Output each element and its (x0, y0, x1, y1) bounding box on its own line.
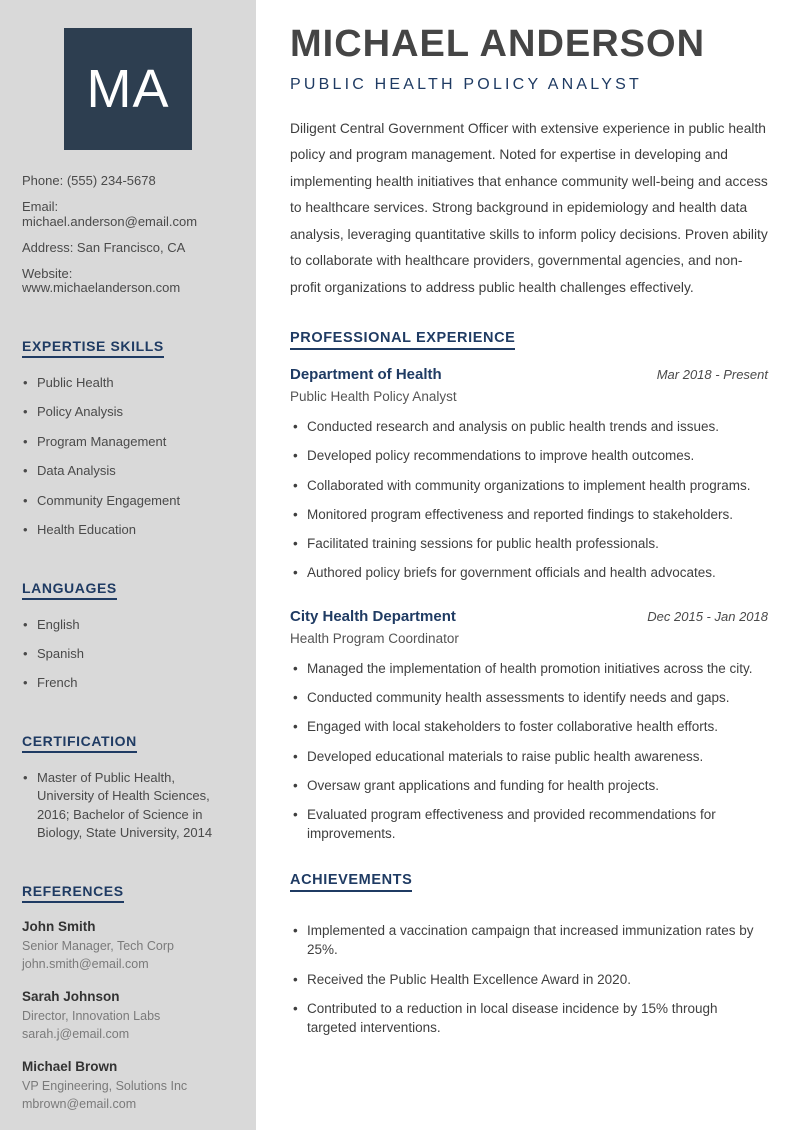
contact-website: Website: www.michaelanderson.com (22, 266, 181, 296)
language-item: • Spanish (22, 645, 234, 663)
job-role: Public Health Policy Analyst (290, 389, 457, 405)
reference-role: Director, Innovation Labs (22, 1008, 161, 1023)
job-bullet: • Authored policy briefs for government officials and health advocates. (290, 563, 768, 582)
skills-list (22, 374, 234, 540)
candidate-title: PUBLIC HEALTH POLICY ANALYST (290, 75, 642, 93)
reference-name: Sarah Johnson (22, 988, 120, 1004)
job-dates: Dec 2015 - Jan 2018 (647, 609, 768, 625)
reference-role: Senior Manager, Tech Corp (22, 938, 174, 953)
job-company: Department of Health (290, 366, 442, 384)
contact-phone: Phone: (555) 234-5678 (22, 173, 156, 188)
main-content (256, 0, 800, 1130)
job-bullet: • Oversaw grant applications and funding for health projects. (290, 776, 768, 795)
languages-heading: LANGUAGES (22, 580, 117, 600)
skill-item: • Data Analysis (22, 462, 234, 480)
skills-heading: EXPERTISE SKILLS (22, 338, 164, 358)
certification-heading: CERTIFICATION (22, 733, 137, 753)
skill-item: • Public Health (22, 374, 234, 392)
language-item: • French (22, 674, 234, 692)
reference-item (22, 989, 234, 1041)
job-bullet: • Evaluated program effectiveness and provided recommendations for improvements. (290, 805, 768, 843)
contact-block (22, 174, 234, 296)
reference-name: John Smith (22, 918, 96, 934)
experience-section (290, 329, 768, 843)
skill-item: • Program Management (22, 433, 234, 451)
languages-section (22, 580, 234, 693)
reference-email: mbrown@email.com (22, 1096, 137, 1111)
contact-email: Email: michael.anderson@email.com (22, 199, 198, 229)
references-heading: REFERENCES (22, 883, 124, 903)
job-bullet: • Conducted research and analysis on public health trends and issues. (290, 417, 768, 436)
job-role: Health Program Coordinator (290, 631, 459, 647)
contact-address: Address: San Francisco, CA (22, 239, 186, 255)
languages-list (22, 616, 234, 693)
achievement-item: • Contributed to a reduction in local disease incidence by 15% through targeted interventions. (290, 999, 768, 1037)
skill-item: • Health Education (22, 521, 234, 539)
references-section (22, 883, 234, 1111)
reference-item (22, 1059, 234, 1111)
job-bullet: • Monitored program effectiveness and reported findings to stakeholders. (290, 505, 768, 524)
reference-email: sarah.j@email.com (22, 1026, 130, 1041)
skill-item: • Policy Analysis (22, 403, 234, 421)
monogram-badge (64, 28, 192, 150)
certification-section (22, 733, 234, 843)
achievements-section (290, 871, 768, 1037)
job-header (290, 608, 768, 625)
job-dates: Mar 2018 - Present (656, 367, 768, 383)
language-item: • English (22, 616, 234, 634)
job-bullet: • Conducted community health assessments to identify needs and gaps. (290, 688, 768, 707)
job-bullet: • Managed the implementation of health promotion initiatives across the city. (290, 659, 768, 678)
job-bullet: • Developed educational materials to raise public health awareness. (290, 747, 768, 766)
job-bullet: • Developed policy recommendations to improve health outcomes. (290, 446, 768, 465)
job-bullet-list (290, 659, 768, 843)
achievement-item: • Implemented a vaccination campaign that increased immunization rates by 25%. (290, 921, 768, 959)
skills-section (22, 338, 234, 540)
summary-paragraph: Diligent Central Government Officer with extensive experience in public health policy and program management. Noted for expertise in developing and implementing health initiatives that enhance community well-being and access to healthcare services. Strong background in epidemiology and health data analysis, leveraging quantitative skills to inform policy decisions. Proven ability to collaborate with healthcare providers, governmental agencies, and non-profit organizations to address public health challenges effectively. (290, 120, 768, 295)
achievement-item: • Received the Public Health Excellence Award in 2020. (290, 970, 768, 989)
certification-item: • Master of Public Health, University of Health Sciences, 2016; Bachelor of Science in Biology, State University, 2014 (22, 769, 234, 843)
sidebar (0, 0, 256, 1130)
achievements-heading: ACHIEVEMENTS (290, 872, 412, 892)
job-entry (290, 366, 768, 582)
job-bullet: • Facilitated training sessions for public health professionals. (290, 534, 768, 553)
job-bullet-list (290, 417, 768, 582)
job-bullet: • Collaborated with community organizations to implement health programs. (290, 476, 768, 495)
experience-heading: PROFESSIONAL EXPERIENCE (290, 330, 515, 350)
job-header (290, 366, 768, 383)
skill-item: • Community Engagement (22, 492, 234, 510)
reference-role: VP Engineering, Solutions Inc (22, 1078, 188, 1093)
job-bullet: • Engaged with local stakeholders to foster collaborative health efforts. (290, 717, 768, 736)
job-entry (290, 608, 768, 843)
monogram-initials: MA (86, 59, 170, 119)
certification-list (22, 769, 234, 843)
achievements-list (290, 921, 768, 1037)
reference-email: john.smith@email.com (22, 956, 149, 971)
job-company: City Health Department (290, 608, 456, 626)
reference-item (22, 919, 234, 971)
candidate-name: MICHAEL ANDERSON (290, 23, 706, 65)
reference-name: Michael Brown (22, 1058, 118, 1074)
